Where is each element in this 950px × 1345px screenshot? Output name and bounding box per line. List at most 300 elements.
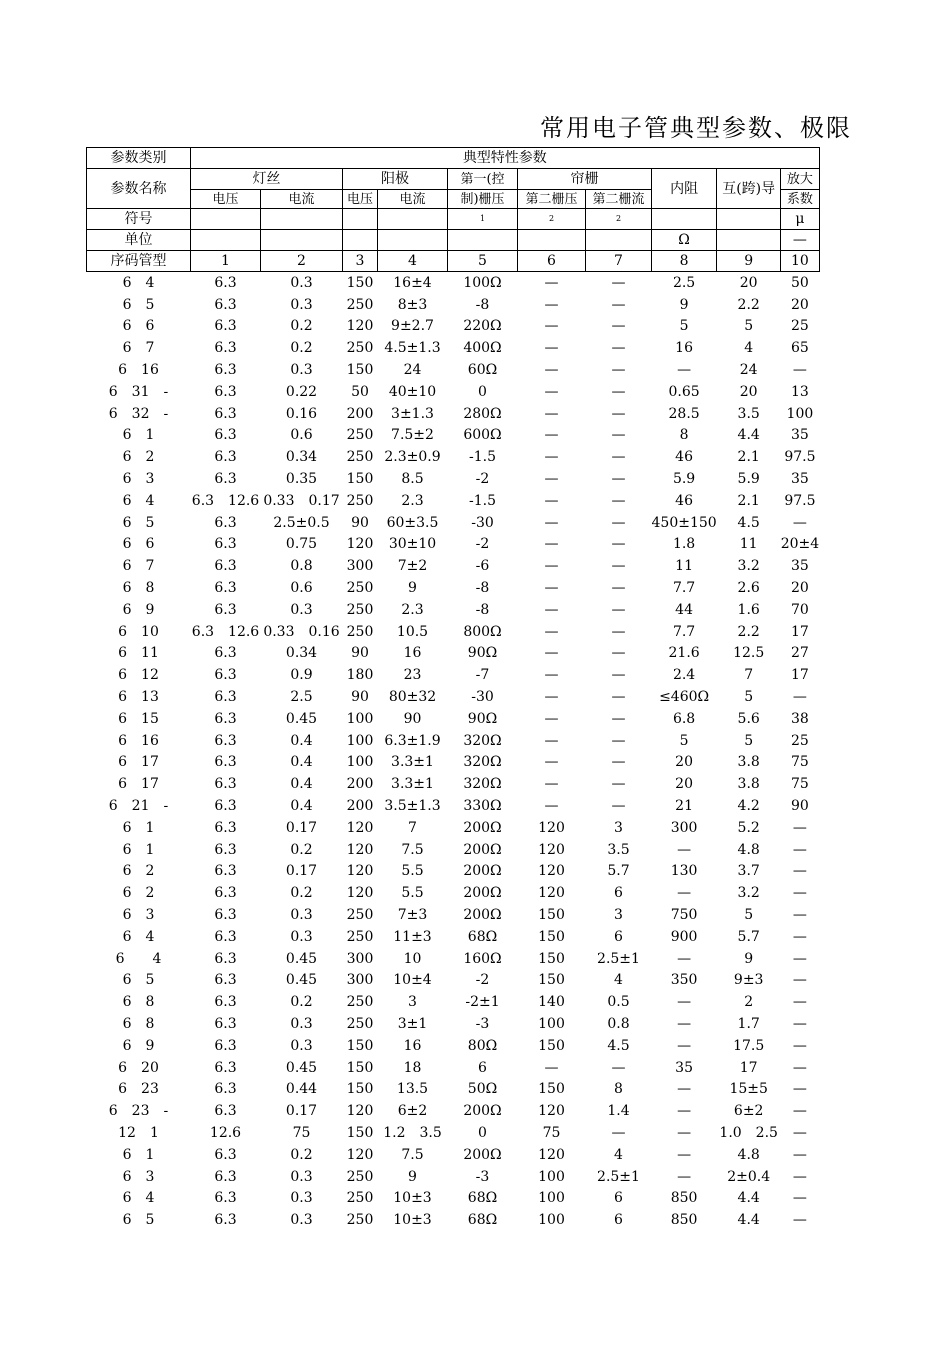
table-cell: — xyxy=(677,950,692,967)
table-cell: 0 xyxy=(478,383,487,400)
table-cell: 100 xyxy=(786,405,814,422)
table-cell: — xyxy=(544,318,559,335)
table-cell: — xyxy=(792,972,807,989)
table-cell: 4 xyxy=(744,340,754,357)
table-cell: 6 xyxy=(614,1212,623,1229)
table-cell: — xyxy=(544,427,559,444)
table-cell: 6.3 xyxy=(214,972,237,989)
table-row xyxy=(87,773,820,795)
category-value: 典型特性参数 xyxy=(191,148,820,169)
category-label: 参数类别 xyxy=(87,148,191,169)
table-row xyxy=(87,468,820,490)
table-cell: 6.3 xyxy=(214,950,237,967)
table-cell: 16±4 xyxy=(393,274,432,291)
table-cell: 0.17 xyxy=(285,819,318,836)
tube-type-cell: 6 9 xyxy=(122,601,155,618)
table-cell: 4.8 xyxy=(737,841,760,858)
tube-type-cell: 6 17 xyxy=(118,776,159,793)
table-cell: 11±3 xyxy=(393,928,432,945)
table-row xyxy=(87,599,820,621)
table-row xyxy=(87,446,820,468)
table-cell: 6.3 xyxy=(214,580,237,597)
grid1-header-top: 第一(控 xyxy=(448,169,518,190)
table-row xyxy=(87,1166,820,1188)
table-cell: — xyxy=(544,362,559,379)
table-cell: 2.3±0.9 xyxy=(384,449,441,466)
table-cell: 0.33 0.16 xyxy=(263,623,340,640)
table-cell: 35 xyxy=(791,471,809,488)
tube-type-cell: 6 1 xyxy=(122,427,155,444)
tube-type-cell: 6 4 xyxy=(122,492,155,509)
tube-type-cell: 6 15 xyxy=(118,710,159,727)
table-cell: 6.3 xyxy=(214,1190,237,1207)
table-cell: 4.5±1.3 xyxy=(384,340,441,357)
table-cell: 0.22 xyxy=(285,383,318,400)
table-cell: — xyxy=(544,732,559,749)
table-row xyxy=(87,926,820,948)
table-cell: — xyxy=(611,362,626,379)
table-cell: 6.3 xyxy=(214,1015,237,1032)
symbol-cell xyxy=(261,209,343,230)
table-cell: 320Ω xyxy=(463,754,502,771)
tube-type-cell: 6 5 xyxy=(122,972,155,989)
table-cell: — xyxy=(611,296,626,313)
table-cell: 0.17 xyxy=(285,1103,318,1120)
table-cell: 6.3 xyxy=(214,536,237,553)
table-cell: 4 xyxy=(614,972,623,989)
table-cell: — xyxy=(677,1168,692,1185)
table-cell: — xyxy=(677,1037,692,1054)
table-row xyxy=(87,1057,820,1079)
tube-type-cell: 6 6 xyxy=(122,318,155,335)
table-cell: — xyxy=(611,536,626,553)
table-cell: — xyxy=(677,885,692,902)
index-cell: 7 xyxy=(586,251,652,272)
table-row xyxy=(87,752,820,774)
table-cell: 16 xyxy=(403,645,422,662)
unit-cell: — xyxy=(781,230,819,251)
table-cell: — xyxy=(611,580,626,597)
symbol-cell xyxy=(378,209,448,230)
tube-type-cell: 6 5 xyxy=(122,1212,155,1229)
unit-cell: Ω xyxy=(652,230,717,251)
table-row xyxy=(87,490,820,512)
table-cell: 100Ω xyxy=(463,274,502,291)
table-cell: 75 xyxy=(542,1124,561,1141)
index-cell: 8 xyxy=(652,251,717,272)
tube-type-cell: 6 4 xyxy=(115,950,162,967)
unit-cell xyxy=(518,230,586,251)
table-cell: 250 xyxy=(346,994,374,1011)
table-cell: 68Ω xyxy=(467,928,498,945)
table-cell: 3 xyxy=(408,994,417,1011)
table-cell: 28.5 xyxy=(668,405,700,422)
table-cell: -30 xyxy=(471,689,494,706)
tube-type-cell: 6 3 xyxy=(122,1168,155,1185)
table-cell: 25 xyxy=(791,732,809,749)
table-cell: 0.4 xyxy=(290,754,313,771)
index-cell: 6 xyxy=(518,251,586,272)
symbol-label: 符号 xyxy=(87,209,191,230)
table-cell: 100 xyxy=(346,732,374,749)
table-cell: — xyxy=(792,950,807,967)
table-cell: — xyxy=(611,667,626,684)
table-cell: — xyxy=(677,1081,692,1098)
table-cell: 6.3 xyxy=(214,841,237,858)
table-cell: 0.6 xyxy=(290,427,313,444)
table-cell: — xyxy=(611,471,626,488)
table-row xyxy=(87,970,820,992)
table-cell: 200 xyxy=(346,405,374,422)
table-cell: — xyxy=(611,1124,626,1141)
table-cell: 220Ω xyxy=(463,318,502,335)
table-cell: 180 xyxy=(346,667,374,684)
table-cell: 6.3 xyxy=(214,340,237,357)
table-cell: 800Ω xyxy=(463,623,502,640)
tube-type-cell: 6 2 xyxy=(122,885,155,902)
table-cell: — xyxy=(677,1146,692,1163)
table-cell: — xyxy=(544,601,559,618)
table-cell: 6.3 xyxy=(214,405,237,422)
table-cell: 250 xyxy=(346,1168,374,1185)
table-cell: 6.8 xyxy=(672,710,696,727)
table-cell: 90 xyxy=(351,645,369,662)
table-cell: 0.3 xyxy=(290,907,313,923)
table-cell: 7.5 xyxy=(401,841,424,858)
table-row xyxy=(87,904,820,926)
table-cell: 160Ω xyxy=(463,950,502,967)
table-cell: 100 xyxy=(538,1015,565,1032)
tube-parameter-table xyxy=(86,147,820,1231)
table-cell: -6 xyxy=(475,558,490,575)
table-cell: 6.3 xyxy=(214,689,237,706)
table-cell: 3.2 xyxy=(737,558,760,575)
table-cell: 2±0.4 xyxy=(727,1168,771,1185)
table-cell: 16 xyxy=(675,340,693,357)
table-cell: 6.3 xyxy=(214,1146,237,1163)
table-row xyxy=(87,294,820,316)
table-cell: 250 xyxy=(346,928,374,945)
table-cell: — xyxy=(544,514,559,531)
tube-type-cell: 6 6 xyxy=(122,536,155,553)
tube-type-cell: 6 5 xyxy=(122,296,155,313)
table-cell: 8 xyxy=(679,427,689,444)
table-cell: 0.45 xyxy=(285,972,318,989)
table-cell: — xyxy=(611,732,626,749)
table-cell: -7 xyxy=(475,667,490,684)
tube-type-cell: 6 8 xyxy=(122,994,155,1011)
unit-cell xyxy=(378,230,448,251)
table-cell: 20 xyxy=(675,754,693,771)
tube-type-cell: 6 20 xyxy=(118,1059,159,1076)
table-cell: 9±2.7 xyxy=(391,318,434,335)
table-cell: 97.5 xyxy=(784,449,816,466)
table-cell: 11 xyxy=(675,558,693,575)
tube-type-cell: 6 5 xyxy=(122,514,155,531)
table-cell: 5.7 xyxy=(737,928,760,945)
table-cell: — xyxy=(544,558,559,575)
table-cell: 75 xyxy=(791,776,809,793)
table-cell: 5.9 xyxy=(737,471,760,488)
amplification-header-bottom: 系数 xyxy=(781,190,819,209)
table-cell: 68Ω xyxy=(467,1212,498,1229)
table-cell: 3.8 xyxy=(737,776,760,793)
table-cell: — xyxy=(611,710,626,727)
unit-cell xyxy=(343,230,378,251)
table-cell: 6.3 xyxy=(214,471,237,488)
table-cell: 0.75 xyxy=(285,536,318,553)
table-cell: 38 xyxy=(791,710,809,727)
table-cell: 120 xyxy=(346,819,374,836)
table-cell: 6.3 xyxy=(214,798,237,815)
table-cell: 6.3 12.6 xyxy=(191,492,260,509)
table-cell: 15±5 xyxy=(729,1081,768,1098)
table-cell: 0.45 xyxy=(285,710,318,727)
table-cell: 35 xyxy=(791,558,809,575)
table-cell: — xyxy=(544,340,559,357)
tube-type-cell: 6 31 - xyxy=(108,383,169,400)
table-cell: 200Ω xyxy=(463,1146,502,1163)
table-cell: 0.2 xyxy=(290,994,313,1011)
table-cell: — xyxy=(611,623,626,640)
table-cell: -3 xyxy=(475,1015,490,1032)
table-cell: 5.9 xyxy=(672,471,696,488)
table-cell: — xyxy=(611,492,626,509)
table-cell: 7 xyxy=(408,819,417,836)
table-cell: — xyxy=(544,383,559,400)
table-cell: 150 xyxy=(538,972,565,989)
table-cell: — xyxy=(544,754,559,771)
table-cell: 750 xyxy=(670,907,698,923)
table-cell: 300 xyxy=(346,558,374,575)
table-cell: — xyxy=(611,383,626,400)
table-cell: 2.6 xyxy=(737,580,760,597)
table-cell: 1.0 2.5 xyxy=(719,1124,778,1141)
unit-label: 单位 xyxy=(87,230,191,251)
table-cell: 11 xyxy=(739,536,758,553)
table-cell: -1.5 xyxy=(469,449,496,466)
table-cell: 5 xyxy=(744,732,754,749)
table-cell: 5.5 xyxy=(401,863,424,880)
table-row xyxy=(87,817,820,839)
table-cell: 0.65 xyxy=(668,383,700,400)
table-cell: — xyxy=(792,907,807,923)
table-row xyxy=(87,730,820,752)
table-cell: 68Ω xyxy=(467,1190,498,1207)
table-row xyxy=(87,1100,820,1122)
tube-type-cell: 6 32 - xyxy=(108,405,169,422)
table-cell: 4.5 xyxy=(737,514,760,531)
table-cell: 21.6 xyxy=(668,645,700,662)
table-header xyxy=(87,148,820,272)
table-cell: 6 xyxy=(614,1190,623,1207)
table-row xyxy=(87,1122,820,1144)
table-cell: 90Ω xyxy=(467,645,498,662)
table-row xyxy=(87,272,820,294)
table-cell: 6±2 xyxy=(733,1103,764,1120)
table-cell: 0.3 xyxy=(290,1190,313,1207)
table-row xyxy=(87,337,820,359)
table-cell: 2.1 xyxy=(737,492,760,509)
table-cell: — xyxy=(544,623,559,640)
table-cell: 20 xyxy=(675,776,693,793)
table-cell: 150 xyxy=(538,950,565,967)
table-cell: 6.3 xyxy=(214,558,237,575)
table-cell: 120 xyxy=(538,1103,565,1120)
table-cell: 250 xyxy=(346,340,374,357)
table-cell: 150 xyxy=(346,362,374,379)
table-cell: 150 xyxy=(346,274,374,291)
table-cell: 130 xyxy=(670,863,698,880)
filament-voltage-header: 电压 xyxy=(191,190,261,209)
table-cell: 5.6 xyxy=(737,710,760,727)
table-cell: — xyxy=(677,1015,692,1032)
table-cell: 40±10 xyxy=(388,383,437,400)
table-cell: 6.3±1.9 xyxy=(384,732,441,749)
table-cell: 250 xyxy=(346,580,374,597)
tube-type-cell: 6 11 xyxy=(118,645,159,662)
table-cell: 5.7 xyxy=(607,863,630,880)
table-cell: 850 xyxy=(670,1212,698,1229)
table-cell: 4.4 xyxy=(737,1212,760,1229)
symbol-cell xyxy=(717,209,781,230)
table-cell: — xyxy=(792,1124,807,1141)
table-cell: — xyxy=(544,274,559,291)
table-cell: 6.3 xyxy=(214,732,237,749)
table-cell: 0 xyxy=(478,1124,487,1141)
table-cell: 6.3 xyxy=(214,863,237,880)
table-cell: 90 xyxy=(351,514,369,531)
table-cell: ≤460Ω xyxy=(659,689,710,706)
table-row xyxy=(87,621,820,643)
table-cell: 1.6 xyxy=(737,601,760,618)
table-cell: 10±4 xyxy=(393,972,432,989)
table-cell: 2.4 xyxy=(672,667,696,684)
table-cell: 2.3 xyxy=(401,601,424,618)
table-cell: 0.8 xyxy=(290,558,313,575)
table-cell: 200Ω xyxy=(463,907,502,923)
table-cell: -2 xyxy=(475,536,490,553)
table-cell: 600Ω xyxy=(463,427,502,444)
table-cell: — xyxy=(792,1212,807,1229)
table-cell: 35 xyxy=(675,1059,693,1076)
index-cell: 1 xyxy=(191,251,261,272)
table-cell: 0.4 xyxy=(290,776,313,793)
table-cell: 90Ω xyxy=(467,710,498,727)
table-cell: 2.5 xyxy=(672,274,696,291)
table-cell: 6 xyxy=(614,885,623,902)
table-cell: 60±3.5 xyxy=(386,514,439,531)
transconductance-header: 互(跨)导 xyxy=(717,169,781,209)
tube-type-cell: 6 3 xyxy=(122,471,155,488)
table-cell: 6.3 xyxy=(214,362,237,379)
screen-voltage-header: 第二栅压 xyxy=(518,190,586,209)
table-cell: 5 xyxy=(679,732,689,749)
table-row xyxy=(87,1078,820,1100)
table-cell: — xyxy=(792,885,807,902)
table-cell: 60Ω xyxy=(467,362,498,379)
symbol-cell xyxy=(652,209,717,230)
table-cell: 150 xyxy=(538,1081,565,1098)
table-cell: 20 xyxy=(791,580,809,597)
table-cell: 4.8 xyxy=(737,1146,760,1163)
symbol-row xyxy=(87,209,820,230)
filament-current-header: 电流 xyxy=(261,190,343,209)
table-cell: 7±3 xyxy=(397,907,428,923)
table-cell: 6.3 xyxy=(214,514,237,531)
table-cell: 200Ω xyxy=(463,863,502,880)
table-cell: 5 xyxy=(744,689,754,706)
table-cell: 6.3 xyxy=(214,449,237,466)
table-cell: 0.34 xyxy=(285,645,318,662)
table-cell: 0.33 0.17 xyxy=(263,492,340,509)
table-cell: 6.3 xyxy=(214,1059,237,1076)
table-cell: 80±32 xyxy=(388,689,437,706)
table-row xyxy=(87,425,820,447)
table-cell: 2.5±1 xyxy=(597,950,640,967)
table-cell: 0.4 xyxy=(290,732,313,749)
table-cell: — xyxy=(611,1059,626,1076)
table-cell: — xyxy=(792,863,807,880)
table-cell: 0.3 xyxy=(290,601,313,618)
table-row xyxy=(87,359,820,381)
table-cell: 50 xyxy=(351,383,369,400)
table-cell: 3.5 xyxy=(737,405,760,422)
table-cell: 2.5 xyxy=(290,689,313,706)
table-cell: — xyxy=(792,362,807,379)
table-cell: 3 xyxy=(614,819,623,836)
table-cell: 8 xyxy=(614,1081,623,1098)
tube-type-cell: 6 1 xyxy=(122,819,155,836)
tube-type-cell: 6 1 xyxy=(122,841,155,858)
table-cell: 0.3 xyxy=(290,1168,313,1185)
table-row xyxy=(87,708,820,730)
table-cell: 250 xyxy=(346,492,374,509)
table-cell: 30±10 xyxy=(388,536,437,553)
table-cell: -3 xyxy=(475,1168,490,1185)
table-cell: 20 xyxy=(739,383,758,400)
table-cell: — xyxy=(792,928,807,945)
table-cell: 16 xyxy=(403,1037,422,1054)
tube-type-cell: 6 12 xyxy=(118,667,159,684)
screen-grid-header: 帘栅 xyxy=(518,169,652,190)
table-cell: 24 xyxy=(739,362,758,379)
table-cell: 10±3 xyxy=(393,1212,432,1229)
table-cell: 850 xyxy=(670,1190,698,1207)
table-row xyxy=(87,664,820,686)
table-cell: 6.3 xyxy=(214,318,237,335)
table-cell: 0.3 xyxy=(290,1037,313,1054)
table-cell: 13.5 xyxy=(396,1081,429,1098)
table-cell: 70 xyxy=(791,601,809,618)
table-cell: 3.8 xyxy=(737,754,760,771)
table-cell: 20 xyxy=(791,296,809,313)
table-cell: — xyxy=(792,1146,807,1163)
tube-type-cell: 6 23 xyxy=(118,1081,159,1098)
table-cell: 9 xyxy=(744,950,754,967)
amplification-header-top: 放大 xyxy=(781,169,819,190)
table-cell: 0.2 xyxy=(290,841,313,858)
table-body xyxy=(87,272,820,1232)
table-cell: 330Ω xyxy=(463,798,502,815)
table-cell: 6.3 xyxy=(214,1212,237,1229)
table-cell: 44 xyxy=(675,601,693,618)
table-cell: — xyxy=(611,449,626,466)
table-row xyxy=(87,882,820,904)
table-cell: 35 xyxy=(791,427,809,444)
table-cell: 250 xyxy=(346,1015,374,1032)
table-cell: 3.7 xyxy=(737,863,760,880)
